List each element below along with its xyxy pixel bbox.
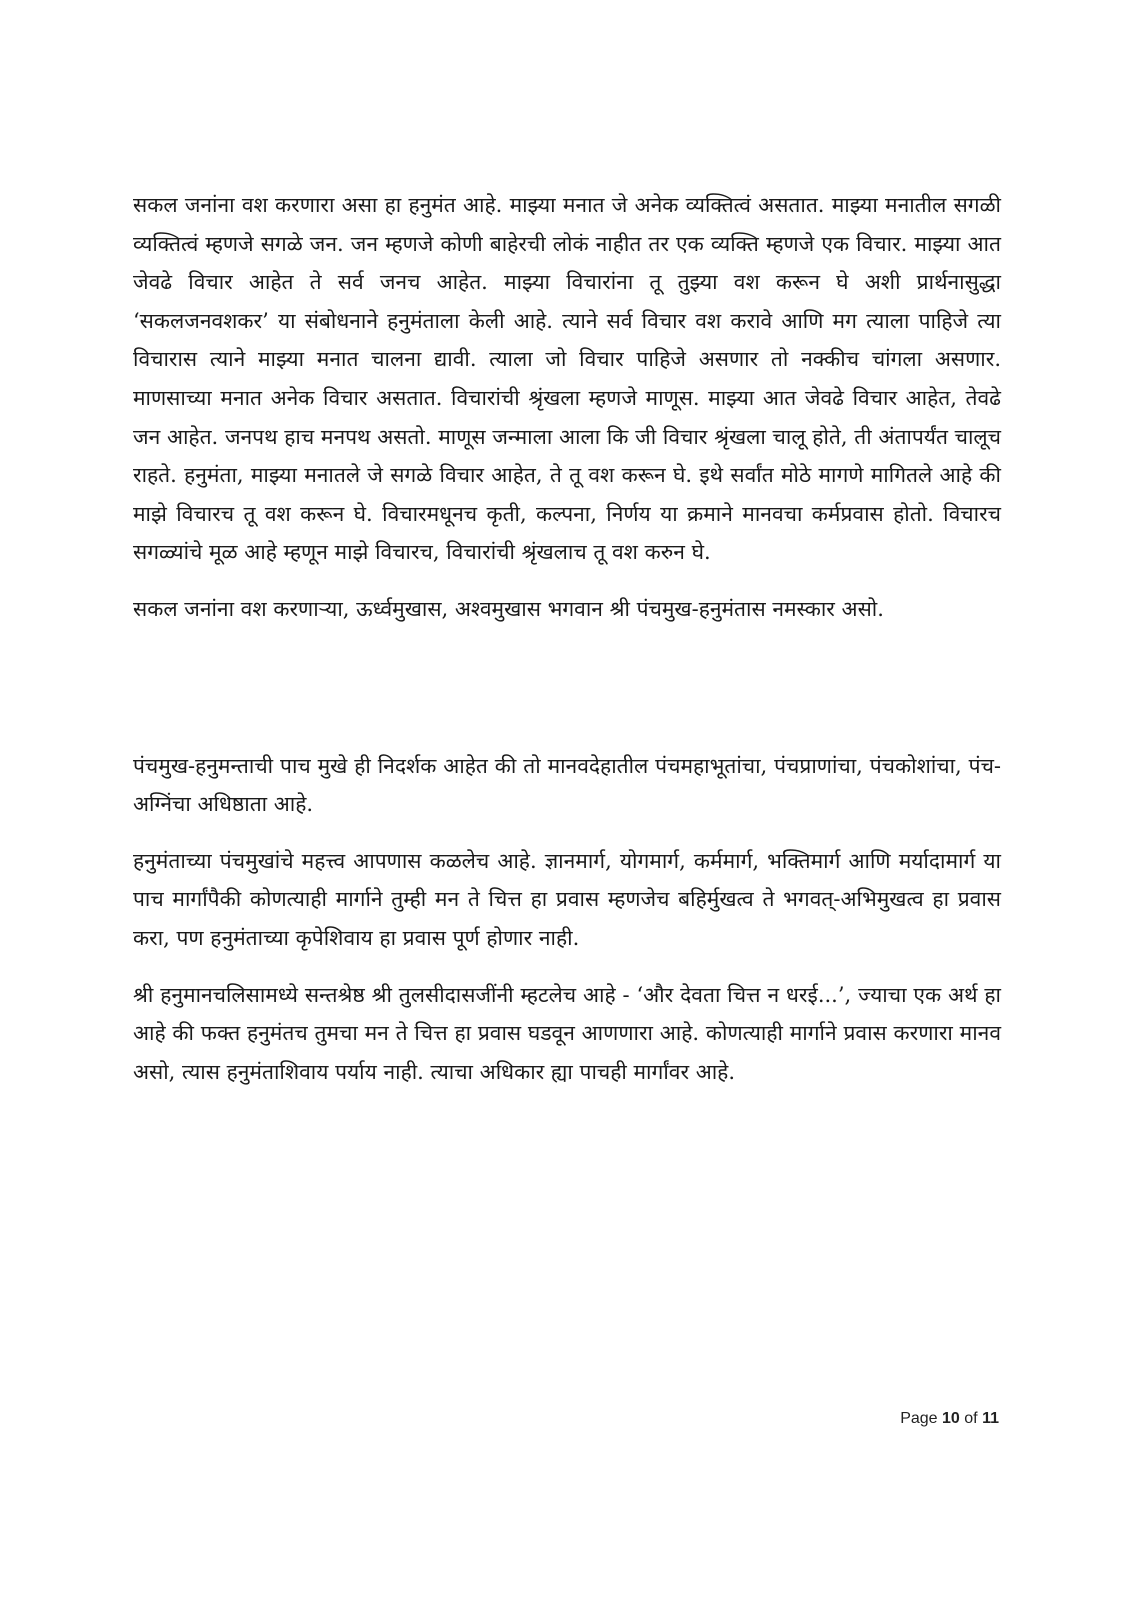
paragraph-panchmukh: पंचमुख-हनुमन्ताची पाच मुखे ही निदर्शक आहेत की तो मानवदेहातील पंचमहाभूतांचा, पंचप्राणांचा, पंचकोशांचा, पंच-अग्निंचा अधिष्ठाता आहे.	[133, 753, 1001, 817]
paragraph-sakal-jan: सकल जनांना वश करणारा असा हा हनुमंत आहे. माझ्या मनात जे अनेक व्यक्तित्वं असतात. माझ्या मनातील सगळी व्यक्तित्वं म्हणजे सगळे जन. जन म्हणजे कोणी बाहेरची लोकं नाहीत तर एक व्यक्ति म्हणजे एक विचार. माझ्या आत जेवढे विचार आहेत ते सर्व जनच आहेत. माझ्या विचारांना तू तुझ्या वश करून घे अशी प्रार्थनासुद्धा ‘सकलजनवशकर’ या संबोधनाने हनुमंताला केली आहे. त्याने सर्व विचार वश करावे आणि मग त्याला पाहिजे त्या विचारास त्याने माझ्या मनात चालना द्यावी. त्याला जो विचार पाहिजे असणार तो नक्कीच चांगला असणार. माणसाच्या मनात अनेक विचार असतात. विचारांची श्रृंखला म्हणजे माणूस. माझ्या आत जेवढे विचार आहेत, तेवढे जन आहेत. जनपथ हाच मनपथ असतो. माणूस जन्माला आला कि जी विचार श्रृंखला चालू होते, ती अंतापर्यंत चालूच राहते. हनुमंता, माझ्या मनातले जे सगळे विचार आहेत, ते तू वश करून घे. इथे सर्वांत मोठे मागणे मागितले आहे की माझे विचारच तू वश करून घे. विचारमधूनच कृती, कल्पना, निर्णय या क्रमाने मानवचा कर्मप्रवास होतो. विचारच सगळ्यांचे मूळ आहे म्हणून माझे विचारच, विचारांची श्रृंखलाच तू वश करुन घे.	[133, 193, 1001, 565]
page-label: Page	[900, 1410, 938, 1427]
page-body	[133, 186, 1001, 1091]
page-number-footer	[900, 1410, 999, 1428]
page-of-label: of	[964, 1410, 978, 1427]
paragraph-hanuman-chalisa: श्री हनुमानचलिसामध्ये सन्तश्रेष्ठ श्री तुलसीदासजींनी म्हटलेच आहे - ‘और देवता चित्त न धरई...’, ज्याचा एक अर्थ हा आहे की फक्त हनुमंतच तुमचा मन ते चित्त हा प्रवास घडवून आणणारा आहे. कोणत्याही मार्गाने प्रवास करणारा मानव असो, त्यास हनुमंताशिवाय पर्याय नाही. त्याचा अधिकार ह्या पाचही मार्गांवर आहे.	[133, 982, 1001, 1084]
total-page-number: 11	[982, 1410, 999, 1427]
current-page-number: 10	[942, 1410, 960, 1427]
paragraph-panchmukh-mahatva: हनुमंताच्या पंचमुखांचे महत्त्व आपणास कळलेच आहे. ज्ञानमार्ग, योगमार्ग, कर्ममार्ग, भक्तिमार्ग आणि मर्यादामार्ग या पाच मार्गांपैकी कोणत्याही मार्गाने तुम्ही मन ते चित्त हा प्रवास म्हणजेच बहिर्मुखत्व ते भगवत्-अभिमुखत्व हा प्रवास करा, पण हनुमंताच्या कृपेशिवाय हा प्रवास पूर्ण होणार नाही.	[133, 848, 1001, 950]
paragraph-namaskar: सकल जनांना वश करणाऱ्या, ऊर्ध्वमुखास, अश्वमुखास भगवान श्री पंचमुख-हनुमंतास नमस्कार असो.	[133, 596, 884, 621]
